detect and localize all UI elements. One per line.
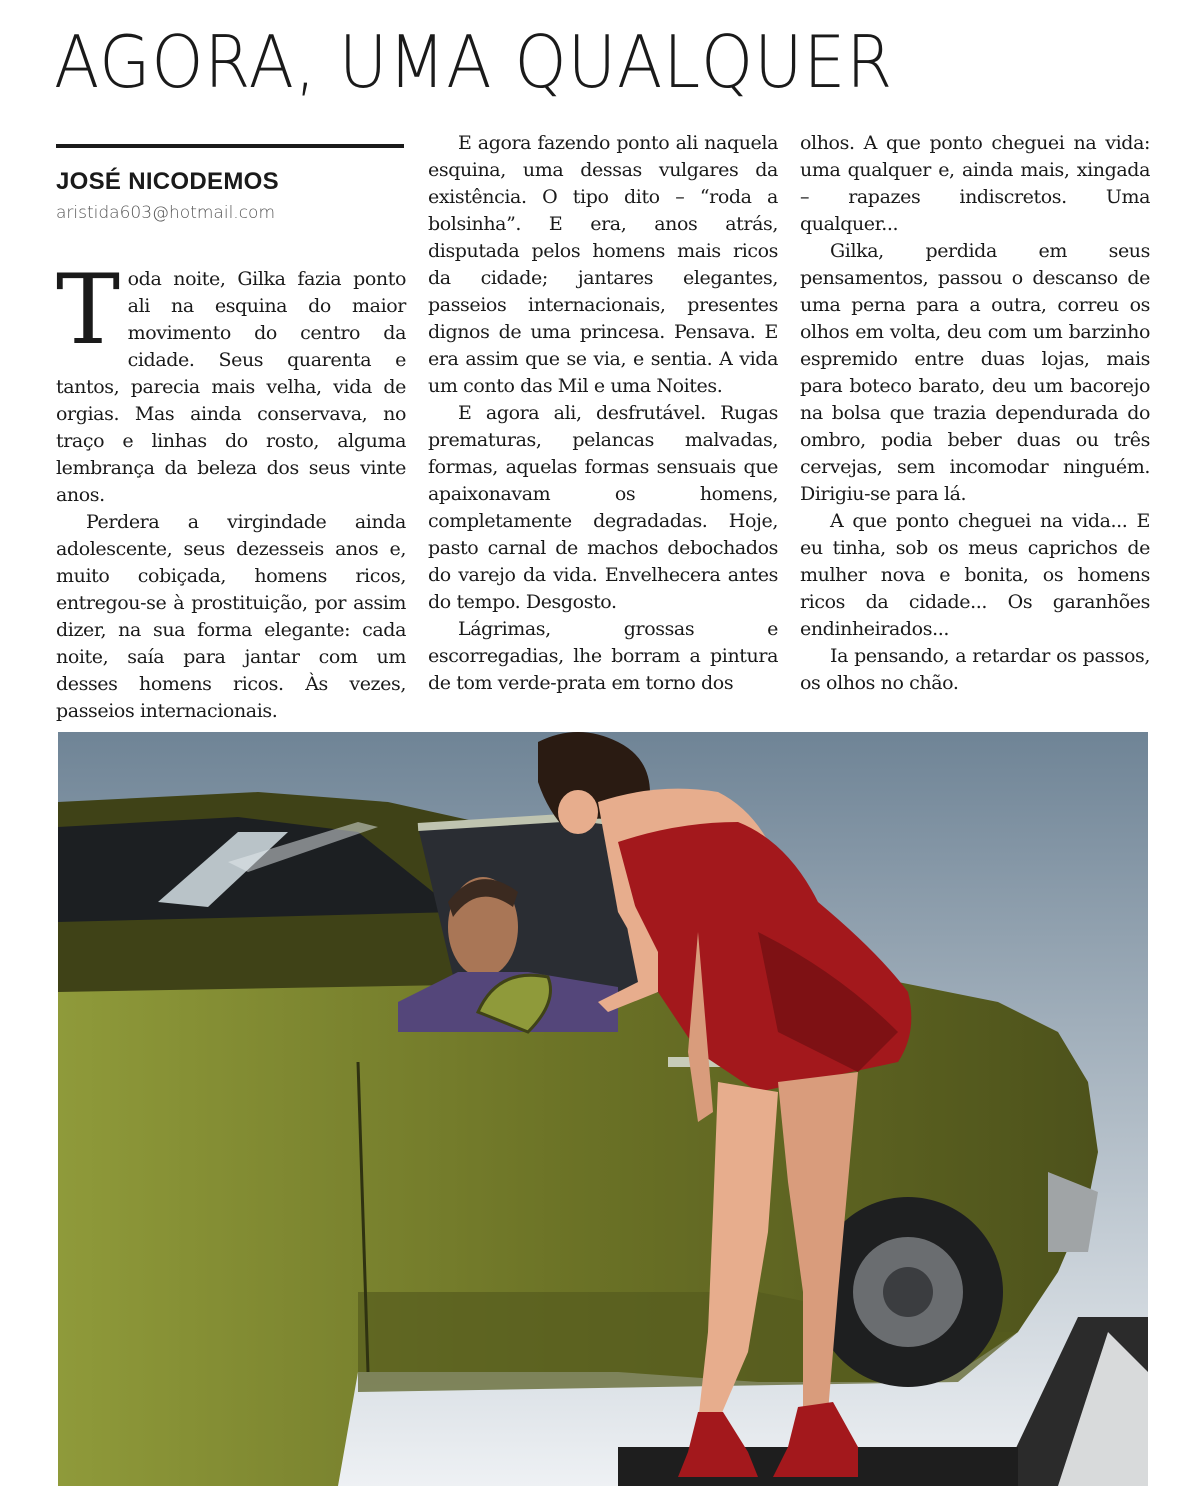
text-column-2 [428, 130, 778, 697]
author-email: aristida603@hotmail.com [56, 203, 276, 223]
hub-center [883, 1267, 933, 1317]
paragraph [56, 254, 406, 509]
paragraph: A que ponto cheguei na vida... E eu tinha, sob os meus caprichos de mulher nova e bonita, os homens ricos da cidade... Os garanhões endinheirados... [800, 510, 1150, 640]
paragraph: Lágrimas, grossas e escorregadias, lhe borram a pintura de tom verde-prata em torno dos [428, 618, 778, 694]
paragraph: olhos. A que ponto cheguei na vida: uma qualquer e, ainda mais, xingada – rapazes indiscretos. Uma qualquer... [800, 132, 1150, 235]
drop-cap: T [56, 254, 120, 366]
author-name: JOSÉ NICODEMOS [56, 168, 279, 195]
article-title: AGORA, UMA QUALQUER [54, 20, 894, 104]
text-column-1 [56, 254, 406, 725]
woman-face [558, 790, 598, 834]
paragraph-text: oda noite, Gilka fazia ponto ali na esquina do maior movimento do centro da cidade. Seus quarenta e tantos, parecia mais velha, vida de orgias. Mas ainda conservava, no traço e linhas do rosto, alguma lembrança da beleza dos seus vinte anos. [56, 268, 406, 506]
paragraph: Gilka, perdida em seus pensamentos, passou o descanso de uma perna para a outra, correu os olhos em volta, deu com um barzinho espremido entre duas lojas, mais para boteco barato, deu um bacorejo na bolsa que trazia dependurada do ombro, podia beber duas ou três cervejas, sem incomodar ninguém. Dirigiu-se para lá. [800, 240, 1150, 505]
paragraph: E agora ali, desfrutável. Rugas prematuras, pelancas malvadas, formas, aquelas formas sensuais que apaixonavam os homens, completamente degradadas. Hoje, pasto carnal de machos debochados do varejo da vida. Envelhecera antes do tempo. Desgosto. [428, 402, 778, 613]
paragraph: Ia pensando, a retardar os passos, os olhos no chão. [800, 645, 1150, 694]
paragraph: E agora fazendo ponto ali naquela esquina, uma dessas vulgares da existência. O tipo dito – “roda a bolsinha”. E era, anos atrás, disputada pelos homens mais ricos da cidade; jantares elegantes, passeios internacionais, presentes dignos de uma princesa. Pensava. E era assim que se via, e sentia. A vida um conto das Mil e uma Noites. [428, 132, 778, 397]
text-column-3 [800, 130, 1150, 697]
illustration [58, 732, 1148, 1486]
title-rule [56, 144, 404, 148]
paragraph: Perdera a virgindade ainda adolescente, seus dezesseis anos e, muito cobiçada, homens ricos, entregou-se à prostituição, por assim dizer, na sua forma elegante: cada noite, saía para jantar com um desses homens ricos. Às vezes, passeios internacionais. [56, 511, 406, 722]
